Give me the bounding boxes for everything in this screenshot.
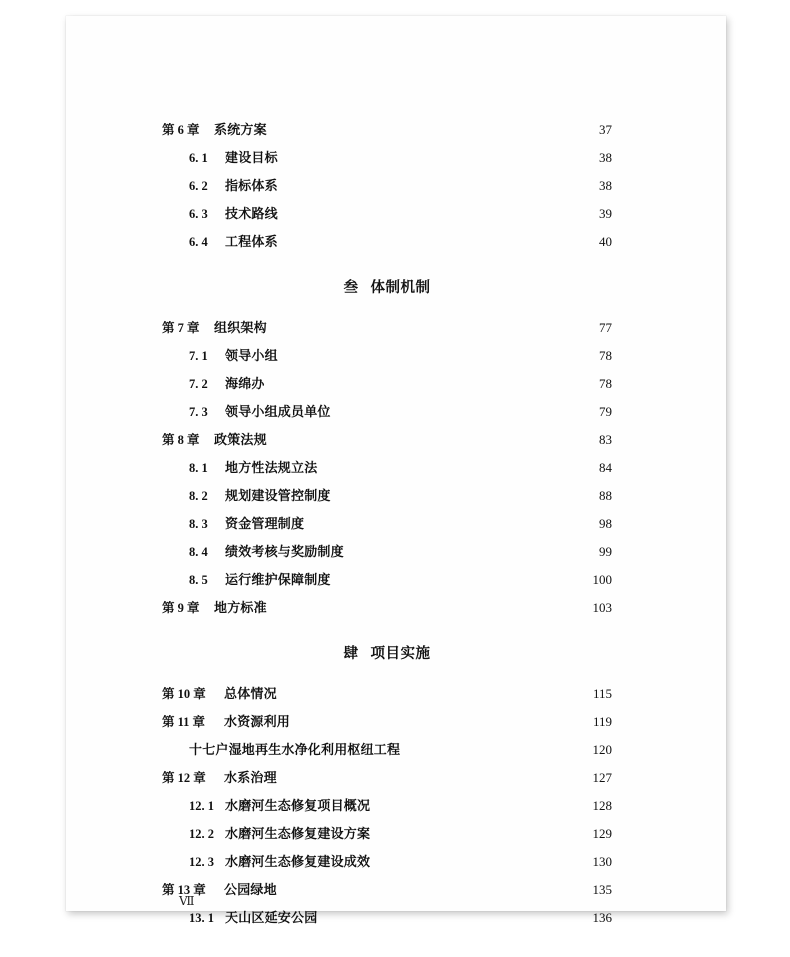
toc-entry-page-number: 129 xyxy=(592,826,612,841)
toc-entry-title: 水资源利用 xyxy=(224,714,291,729)
toc-entry-title: 政策法规 xyxy=(214,432,267,447)
toc-entry-title: 海绵办 xyxy=(225,376,265,391)
part-spacer xyxy=(162,622,612,640)
toc-entry[interactable] xyxy=(162,876,612,904)
toc-entry[interactable] xyxy=(162,342,612,370)
toc-entry-number: 6. 3 xyxy=(189,207,208,221)
toc-entry-number: 13. 1 xyxy=(189,911,214,925)
part-number: 叁 xyxy=(343,280,359,296)
dot-leader xyxy=(281,683,575,696)
toc-entry-number: 第 6 章 xyxy=(162,123,200,137)
dot-leader xyxy=(335,401,575,414)
part-spacer xyxy=(162,302,612,314)
toc-entry[interactable] xyxy=(162,566,612,594)
toc-entry-number: 第 10 章 xyxy=(162,687,206,701)
toc-entry[interactable] xyxy=(162,792,612,820)
toc-entry[interactable] xyxy=(162,144,612,172)
toc-entry-page-number: 98 xyxy=(599,516,612,531)
toc-entry-page-number: 119 xyxy=(592,714,612,729)
dot-leader xyxy=(335,569,575,582)
toc-entry[interactable] xyxy=(162,426,612,454)
toc-entry-number: 第 12 章 xyxy=(162,771,206,785)
toc-entry-number: 6. 4 xyxy=(189,235,208,249)
toc-entry-page-number: 120 xyxy=(592,742,612,757)
dot-leader xyxy=(335,485,575,498)
toc-entry[interactable] xyxy=(162,538,612,566)
toc-entry[interactable] xyxy=(162,764,612,792)
toc-entry-page-number: 115 xyxy=(592,686,612,701)
dot-leader xyxy=(374,851,575,864)
toc-entry[interactable] xyxy=(162,172,612,200)
toc-entry[interactable] xyxy=(162,708,612,736)
toc-entry-number: 第 9 章 xyxy=(162,601,200,615)
toc-entry-page-number: 38 xyxy=(599,150,612,165)
toc-entry-page-number: 38 xyxy=(599,178,612,193)
dot-leader xyxy=(374,795,575,808)
toc-entry-page-number: 37 xyxy=(599,122,612,137)
toc-entry[interactable] xyxy=(162,510,612,538)
toc-entry-title: 十七户湿地再生水净化利用枢纽工程 xyxy=(189,742,401,757)
toc-entry-title: 水系治理 xyxy=(224,770,277,785)
toc-entry-page-number: 39 xyxy=(599,206,612,221)
paper-sheet xyxy=(66,16,726,925)
dot-leader xyxy=(271,597,575,610)
dot-leader xyxy=(269,373,575,386)
toc-entry[interactable] xyxy=(162,228,612,256)
dot-leader xyxy=(271,119,575,132)
toc-entry-number: 第 8 章 xyxy=(162,433,200,447)
toc-entry-number: 第 7 章 xyxy=(162,321,200,335)
toc-entry-title: 系统方案 xyxy=(214,122,267,137)
toc-entry-title: 绩效考核与奖励制度 xyxy=(225,544,344,559)
toc-entry-title: 技术路线 xyxy=(225,206,278,221)
toc-entry-page-number: 135 xyxy=(592,882,612,897)
toc-entry[interactable] xyxy=(162,398,612,426)
toc-entry-title: 领导小组成员单位 xyxy=(225,404,331,419)
toc-entry-number: 8. 3 xyxy=(189,517,208,531)
toc-entry-number: 8. 1 xyxy=(189,461,208,475)
toc-entry-page-number: 130 xyxy=(592,854,612,869)
toc-entry-title: 指标体系 xyxy=(225,178,278,193)
toc-entry[interactable] xyxy=(162,454,612,482)
toc-entry-number: 7. 3 xyxy=(189,405,208,419)
toc-entry-title: 组织架构 xyxy=(214,320,267,335)
dot-leader xyxy=(404,739,575,752)
toc-entry[interactable] xyxy=(162,594,612,622)
toc-entry[interactable] xyxy=(162,116,612,144)
page-folio-number: Ⅶ xyxy=(179,894,195,908)
part-heading xyxy=(162,274,612,302)
dot-leader xyxy=(282,175,575,188)
toc-entry-page-number: 79 xyxy=(599,404,612,419)
toc-entry-number: 第 11 章 xyxy=(162,715,206,729)
part-number: 肆 xyxy=(343,646,359,662)
toc-entry-number: 12. 2 xyxy=(189,827,214,841)
part-spacer xyxy=(162,256,612,274)
toc-entry-title: 总体情况 xyxy=(224,686,277,701)
toc-entry-number: 12. 3 xyxy=(189,855,214,869)
toc-entry-title: 资金管理制度 xyxy=(225,516,305,531)
toc-entry-title: 工程体系 xyxy=(225,234,278,249)
toc-entry-page-number: 78 xyxy=(599,348,612,363)
dot-leader xyxy=(282,345,575,358)
dot-leader xyxy=(321,457,575,470)
toc-entry-title: 天山区延安公园 xyxy=(225,910,318,925)
toc-entry[interactable] xyxy=(162,200,612,228)
toc-entry-title: 建设目标 xyxy=(225,150,278,165)
dot-leader xyxy=(294,711,575,724)
dot-leader xyxy=(271,317,575,330)
part-spacer xyxy=(162,668,612,680)
part-title: 体制机制 xyxy=(370,280,431,296)
dot-leader xyxy=(308,513,575,526)
toc-entry-number: 7. 1 xyxy=(189,349,208,363)
toc-entry-title: 水磨河生态修复项目概况 xyxy=(225,798,371,813)
toc-entry-title: 公园绿地 xyxy=(224,882,277,897)
toc-entry[interactable] xyxy=(162,848,612,876)
part-heading xyxy=(162,640,612,668)
toc-entry[interactable] xyxy=(162,820,612,848)
dot-leader xyxy=(282,147,575,160)
toc-entry[interactable] xyxy=(162,736,612,764)
toc-entry-page-number: 128 xyxy=(592,798,612,813)
toc-entry-page-number: 77 xyxy=(599,320,612,335)
toc-entry-number: 8. 2 xyxy=(189,489,208,503)
dot-leader xyxy=(282,231,575,244)
dot-leader xyxy=(321,907,575,920)
part-title: 项目实施 xyxy=(370,646,431,662)
toc-entry-number: 6. 1 xyxy=(189,151,208,165)
dot-leader xyxy=(282,203,575,216)
toc-entry-page-number: 84 xyxy=(599,460,612,475)
toc-entry-number: 12. 1 xyxy=(189,799,214,813)
toc-entry-page-number: 83 xyxy=(599,432,612,447)
toc-entry-page-number: 100 xyxy=(592,572,612,587)
toc-entry[interactable] xyxy=(162,314,612,342)
toc-entry-number: 8. 5 xyxy=(189,573,208,587)
dot-leader xyxy=(281,767,575,780)
toc-entry-page-number: 40 xyxy=(599,234,612,249)
toc-entry-title: 地方标准 xyxy=(214,600,267,615)
toc-entry-page-number: 136 xyxy=(592,910,612,925)
toc-entry-title: 运行维护保障制度 xyxy=(225,572,331,587)
toc-entry-title: 地方性法规立法 xyxy=(225,460,318,475)
toc-entry-number: 6. 2 xyxy=(189,179,208,193)
table-of-contents-list xyxy=(162,116,612,932)
toc-entry-title: 水磨河生态修复建设方案 xyxy=(225,826,371,841)
toc-entry[interactable] xyxy=(162,904,612,932)
toc-entry-number: 7. 2 xyxy=(189,377,208,391)
toc-entry-title: 领导小组 xyxy=(225,348,278,363)
toc-entry-title: 水磨河生态修复建设成效 xyxy=(225,854,371,869)
toc-entry[interactable] xyxy=(162,680,612,708)
toc-entry-page-number: 78 xyxy=(599,376,612,391)
toc-entry-title: 规划建设管控制度 xyxy=(225,488,331,503)
toc-entry-number: 8. 4 xyxy=(189,545,208,559)
toc-entry-page-number: 103 xyxy=(592,600,612,615)
dot-leader xyxy=(348,541,575,554)
dot-leader xyxy=(281,879,575,892)
dot-leader xyxy=(374,823,575,836)
toc-entry-page-number: 88 xyxy=(599,488,612,503)
toc-entry[interactable] xyxy=(162,482,612,510)
toc-entry-page-number: 127 xyxy=(592,770,612,785)
toc-entry-number: 第 13 章 xyxy=(162,883,206,897)
toc-entry-page-number: 99 xyxy=(599,544,612,559)
toc-entry[interactable] xyxy=(162,370,612,398)
dot-leader xyxy=(271,429,575,442)
